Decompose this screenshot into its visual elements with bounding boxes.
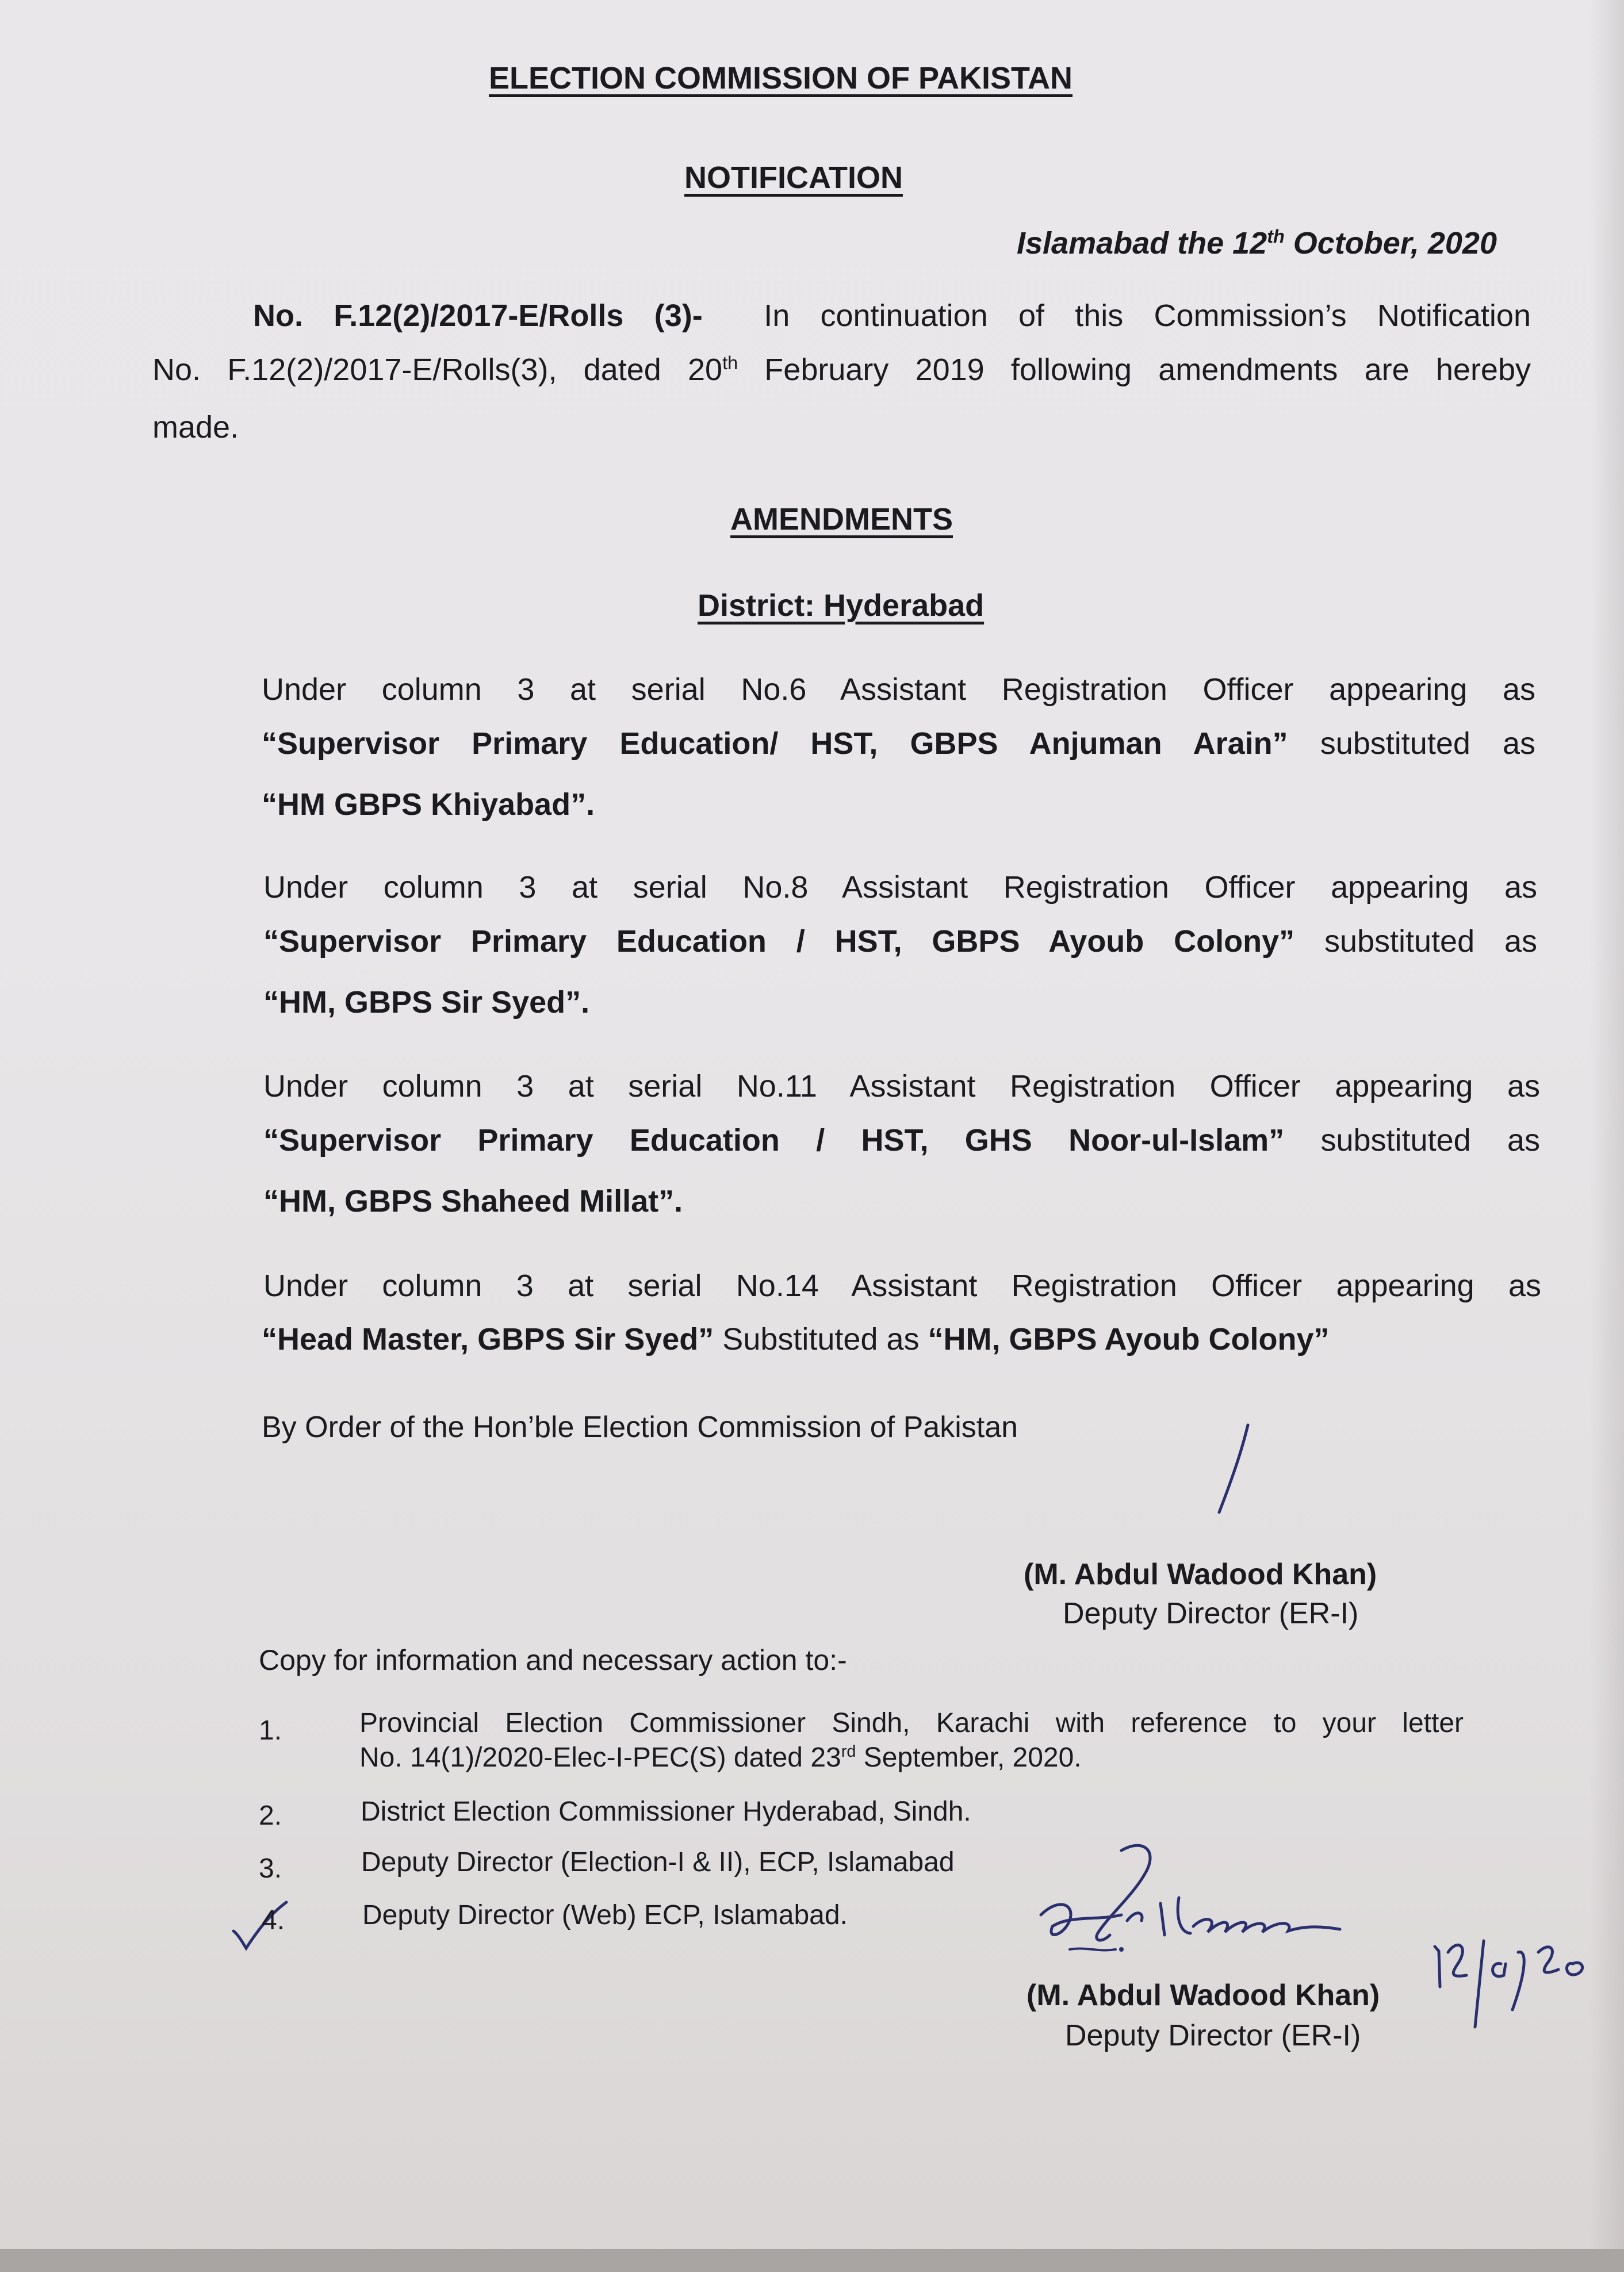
amendment-3-old: “Supervisor Primary Education / HST, GHS Noor-ul-Islam” [263,1123,1285,1158]
copy-item-4-text: Deputy Director (Web) ECP, Islamabad. [362,1900,848,1930]
copy-item-3-num: 3. [259,1853,282,1884]
signatory-1-name: (M. Abdul Wadood Khan) [1024,1558,1377,1591]
district-heading: District: Hyderabad [698,588,985,623]
copy-intro: Copy for information and necessary action to:- [259,1644,847,1676]
intro-line-3: made. [152,410,239,445]
copy-item-3-text: Deputy Director (Election-I & II), ECP, Islamabad [361,1847,955,1878]
copy-item-1-line-2-a: No. 14(1)/2020-Elec-I-PEC(S) dated 23 [359,1742,841,1773]
amendment-2-line-1: Under column 3 at serial No.8 Assistant Registration Officer appearing as [263,870,1537,905]
intro-line-2-sup: th [722,353,738,373]
intro-line-2-b: February 2019 following amendments are hereby [738,353,1531,387]
amendment-1-new: “HM GBPS Khiyabad”. [262,787,595,822]
copy-item-1-sup: rd [841,1742,856,1761]
amendment-2-line-2 [263,924,1537,959]
copy-item-4-num: 4. [262,1905,285,1936]
copy-item-1-line-2-b: September, 2020. [856,1742,1082,1773]
amendment-1-line-1: Under column 3 at serial No.6 Assistant Registration Officer appearing as [262,672,1535,707]
signatory-2-title: Deputy Director (ER-I) [1065,2019,1361,2052]
copy-item-1-line-1 [359,1707,1464,1740]
notification-number: No. F.12(2)/2017-E/Rolls (3)- [253,298,703,333]
amendment-4-new: “HM, GBPS Ayoub Colony” [928,1322,1330,1357]
notification-heading: NOTIFICATION [684,160,903,195]
amendment-2-sub: substituted as [1324,924,1537,959]
date-line [1017,225,1497,261]
order-line: By Order of the Hon’ble Election Commission of Pakistan [262,1411,1018,1444]
date-suffix: October, 2020 [1284,226,1497,260]
amendment-2-old: “Supervisor Primary Education / HST, GBPS Ayoub Colony” [263,924,1295,959]
intro-line-1-text: In continuation of this Commission’s Notification [764,298,1531,333]
date-prefix: Islamabad the 12 [1017,226,1267,260]
date-sup: th [1267,226,1285,247]
amendment-4-sub: Substituted as [714,1322,928,1357]
copy-item-1-text: Provincial Election Commissioner Sindh, Karachi with reference to your letter [359,1708,1464,1738]
signatory-2-name: (M. Abdul Wadood Khan) [1027,1979,1380,2012]
handwritten-date [1426,1929,1599,2033]
amendment-1-sub: substituted as [1320,726,1535,761]
signature-stroke [1202,1420,1265,1518]
copy-item-1-line-2 [359,1741,1082,1775]
amendments-heading: AMENDMENTS [730,502,953,537]
amendment-1-line-2 [262,726,1535,761]
amendment-3-new: “HM, GBPS Shaheed Millat”. [263,1184,683,1219]
amendment-4-old: “Head Master, GBPS Sir Syed” [262,1322,714,1357]
page-bottom-edge [0,2249,1624,2272]
amendment-2-new: “HM, GBPS Sir Syed”. [263,985,590,1020]
amendment-1-old: “Supervisor Primary Education/ HST, GBPS Anjuman Arain” [262,726,1288,761]
intro-line-2 [152,352,1531,388]
copy-item-2-text: District Election Commissioner Hyderabad, Sindh. [361,1796,971,1827]
signatory-1-title: Deputy Director (ER-I) [1063,1597,1359,1630]
handwritten-signature [1035,1834,1415,1967]
copy-item-2-num: 2. [259,1800,282,1831]
intro-line-2-a: No. F.12(2)/2017-E/Rolls(3), dated 20 [152,353,723,387]
copy-item-1-num: 1. [259,1715,282,1746]
org-heading: ELECTION COMMISSION OF PAKISTAN [489,61,1073,95]
amendment-3-line-2 [263,1122,1540,1158]
intro-line-1 [253,298,1531,334]
amendment-4-line-1: Under column 3 at serial No.14 Assistant Registration Officer appearing as [263,1269,1541,1303]
amendment-3-sub: substituted as [1320,1123,1540,1158]
amendment-3-line-1: Under column 3 at serial No.11 Assistant Registration Officer appearing as [263,1069,1540,1104]
amendment-4-line-2 [262,1321,1330,1357]
